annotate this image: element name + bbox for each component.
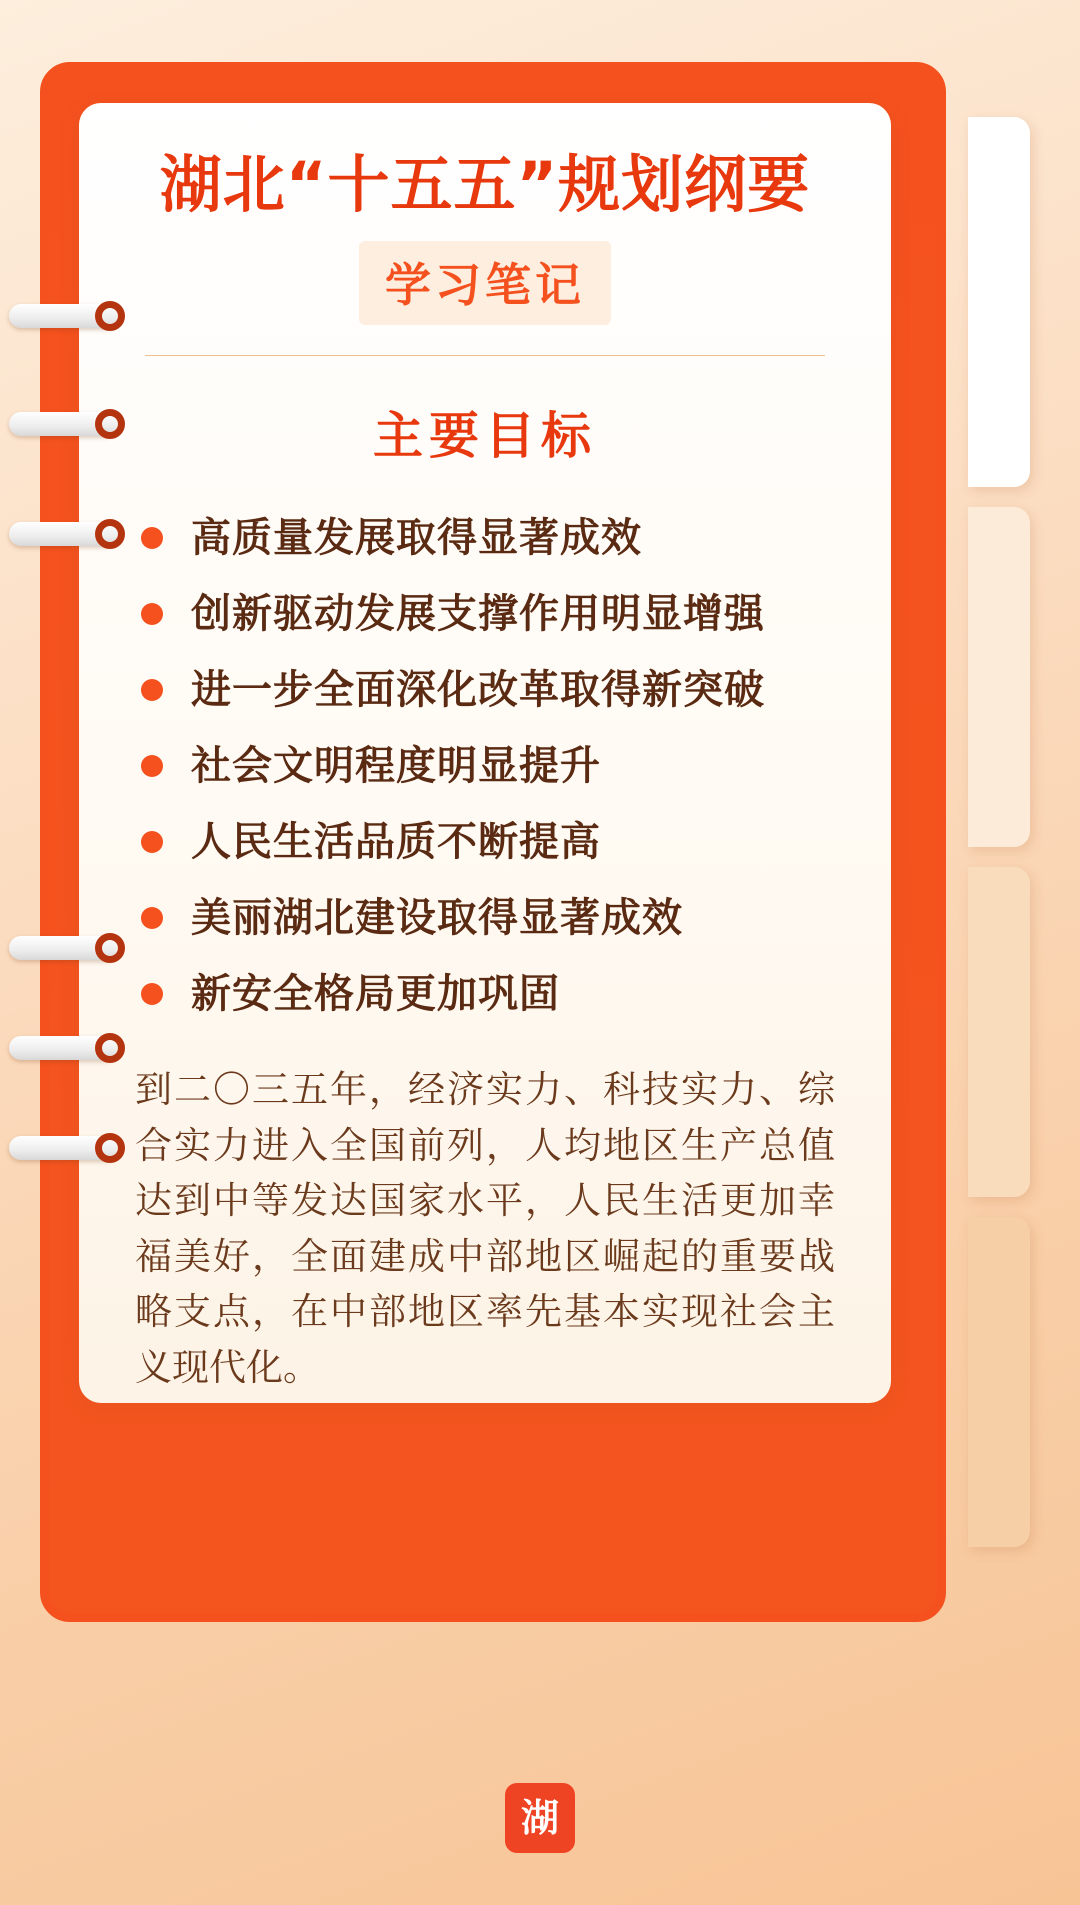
page-tab-4 <box>968 1217 1030 1547</box>
page-tab-2 <box>968 507 1030 847</box>
page-stack <box>960 117 1030 1637</box>
summary-paragraph: 到二〇三五年，经济实力、科技实力、综合实力进入全国前列，人均地区生产总值达到中等发达国家水平，人民生活更加幸福美好，全面建成中部地区崛起的重要战略支点，在中部地区率先基本实现社会主义现代化。 <box>135 1068 835 1389</box>
bullet-dot-icon <box>141 907 163 929</box>
goal-label: 进一步全面深化改革取得新突破 <box>191 667 765 714</box>
bullet-dot-icon <box>141 527 163 549</box>
bullet-dot-icon <box>141 679 163 701</box>
list-item <box>141 514 835 562</box>
page-subtitle: 学习笔记 <box>359 241 611 325</box>
section-heading-container <box>135 396 835 472</box>
poster-card <box>40 62 1040 1682</box>
list-item <box>141 894 835 942</box>
section-heading-label: 主要目标 <box>373 407 597 466</box>
note-card <box>79 103 891 1403</box>
list-item <box>141 970 835 1018</box>
goal-label: 新安全格局更加巩固 <box>191 971 560 1018</box>
goal-label: 社会文明程度明显提升 <box>191 743 601 790</box>
goal-label: 人民生活品质不断提高 <box>191 819 601 866</box>
page-tab-1 <box>968 117 1030 487</box>
goal-label: 高质量发展取得显著成效 <box>191 515 642 562</box>
list-item <box>141 818 835 866</box>
list-item <box>141 742 835 790</box>
page-tab-3 <box>968 867 1030 1197</box>
page-title: 湖北“十五五”规划纲要 <box>159 148 811 221</box>
goal-label: 美丽湖北建设取得显著成效 <box>191 895 683 942</box>
bullet-dot-icon <box>141 755 163 777</box>
section-heading <box>373 396 597 472</box>
poster-frame <box>40 62 946 1622</box>
list-item <box>141 666 835 714</box>
bullet-dot-icon <box>141 831 163 853</box>
bullet-dot-icon <box>141 603 163 625</box>
goal-list <box>135 514 835 1018</box>
bullet-dot-icon <box>141 983 163 1005</box>
logo-badge: 湖 <box>505 1783 575 1853</box>
subtitle-container <box>135 241 835 325</box>
footer <box>0 1783 1080 1853</box>
goal-label: 创新驱动发展支撑作用明显增强 <box>191 591 765 638</box>
divider <box>145 355 825 356</box>
list-item <box>141 590 835 638</box>
